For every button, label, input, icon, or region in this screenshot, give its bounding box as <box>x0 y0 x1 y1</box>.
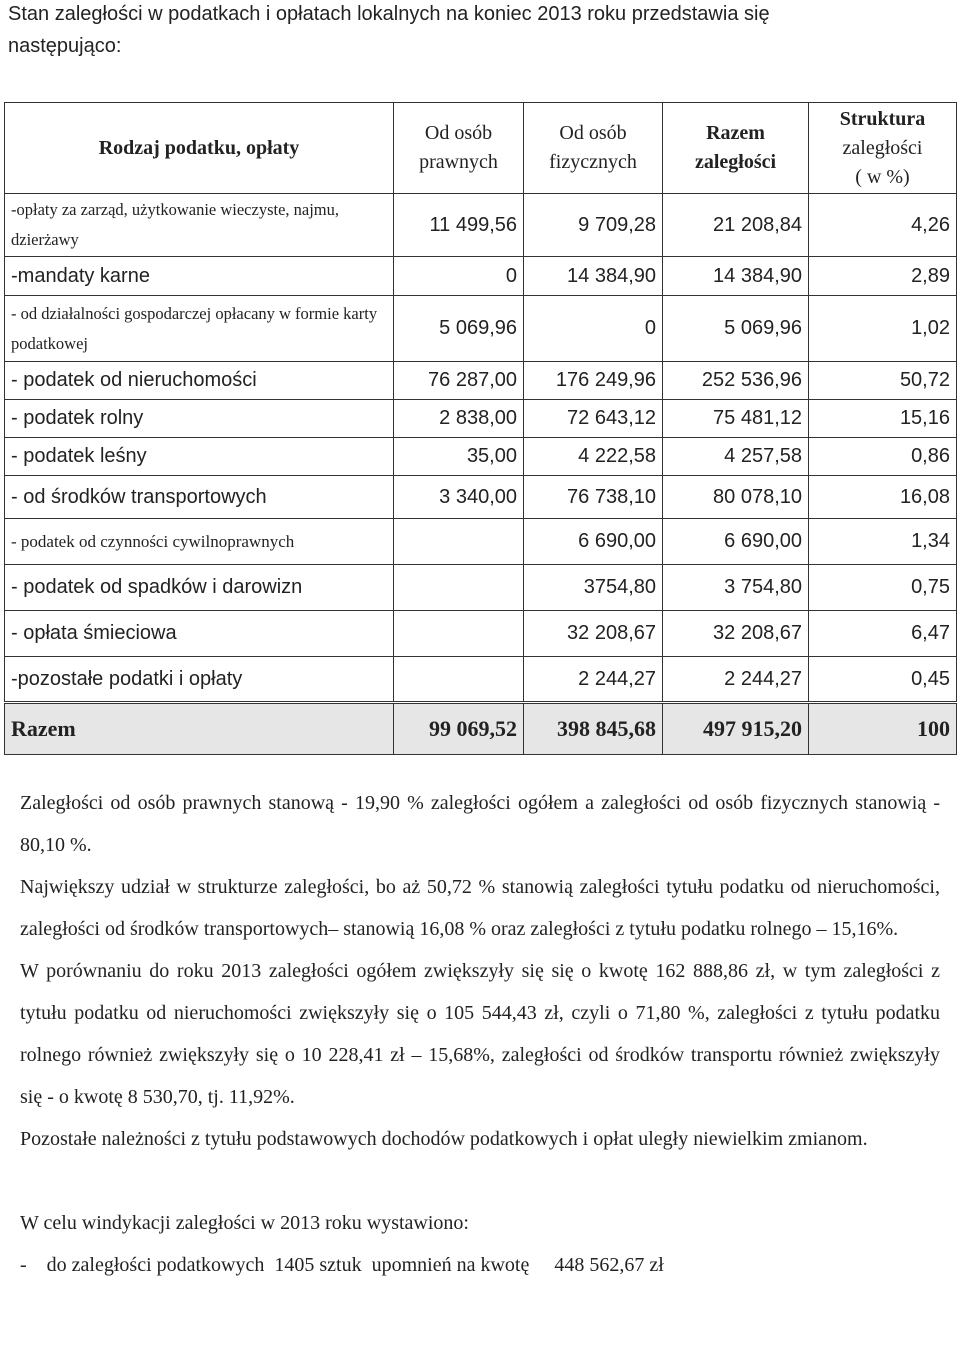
paragraph-other: Pozostałe należności z tytułu podstawowych dochodów podatkowych i opłat uległy niewielkim zmianom. <box>20 1128 868 1150</box>
cell-legal: 35,00 <box>394 438 524 476</box>
table-row <box>5 400 957 438</box>
cell-total: 75 481,12 <box>663 400 809 438</box>
table-row <box>5 611 957 657</box>
cell-natural: 14 384,90 <box>524 257 663 296</box>
cell-legal: 2 838,00 <box>394 400 524 438</box>
row-label: - podatek od nieruchomości <box>5 362 394 400</box>
cell-natural: 9 709,28 <box>524 194 663 257</box>
cell-natural: 4 222,58 <box>524 438 663 476</box>
table-row <box>5 565 957 611</box>
cell-pct: 0,45 <box>809 657 957 703</box>
total-legal: 99 069,52 <box>394 703 524 755</box>
cell-pct: 15,16 <box>809 400 957 438</box>
intro-line-2: następująco: <box>8 35 122 57</box>
row-label: - podatek od spadków i darowizn <box>5 565 394 611</box>
table-row <box>5 657 957 703</box>
cell-total: 3 754,80 <box>663 565 809 611</box>
cell-legal <box>394 519 524 565</box>
row-label: - podatek leśny <box>5 438 394 476</box>
cell-pct: 1,34 <box>809 519 957 565</box>
cell-pct: 0,86 <box>809 438 957 476</box>
commentary <box>20 782 940 1286</box>
table-row <box>5 194 957 257</box>
table-row <box>5 296 957 362</box>
cell-pct: 16,08 <box>809 476 957 519</box>
table-total-row <box>5 703 957 755</box>
cell-legal: 11 499,56 <box>394 194 524 257</box>
cell-total: 252 536,96 <box>663 362 809 400</box>
cell-total: 32 208,67 <box>663 611 809 657</box>
paragraph-structure: Największy udział w strukturze zaległości, bo aż 50,72 % stanowią zaległości tytułu podatku od nieruchomości, zaległości od środków transportowych– stanowią 16,08 % oraz zaległości z tytułu podatku rolnego – 15,16%. <box>20 876 940 940</box>
row-label: -pozostałe podatki i opłaty <box>5 657 394 703</box>
cell-natural: 176 249,96 <box>524 362 663 400</box>
cell-legal <box>394 565 524 611</box>
table-row <box>5 438 957 476</box>
cell-natural: 6 690,00 <box>524 519 663 565</box>
arrears-table <box>4 102 957 755</box>
cell-pct: 6,47 <box>809 611 957 657</box>
row-label: - podatek od czynności cywilnoprawnych <box>5 519 394 565</box>
paragraph-share: Zaległości od osób prawnych stanową - 19,90 % zaległości ogółem a zaległości od osób fizycznych stanowią - 80,10 %. <box>20 792 940 856</box>
cell-total: 80 078,10 <box>663 476 809 519</box>
table-row <box>5 519 957 565</box>
total-label: Razem <box>5 703 394 755</box>
header-structure <box>809 103 957 194</box>
cell-natural: 76 738,10 <box>524 476 663 519</box>
header-structure-unit: ( w %) <box>855 165 910 188</box>
cell-natural: 72 643,12 <box>524 400 663 438</box>
header-structure-title: Struktura <box>839 107 926 130</box>
cell-natural: 0 <box>524 296 663 362</box>
header-natural: Od osób fizycznych <box>524 103 663 194</box>
total-natural: 398 845,68 <box>524 703 663 755</box>
total-pct: 100 <box>809 703 957 755</box>
table-row <box>5 257 957 296</box>
cell-total: 6 690,00 <box>663 519 809 565</box>
cell-total: 4 257,58 <box>663 438 809 476</box>
row-label: - od działalności gospodarczej opłacany w formie karty podatkowej <box>5 296 394 362</box>
cell-total: 21 208,84 <box>663 194 809 257</box>
cell-pct: 50,72 <box>809 362 957 400</box>
cell-pct: 4,26 <box>809 194 957 257</box>
spacer <box>20 1160 940 1202</box>
cell-legal: 0 <box>394 257 524 296</box>
paragraph-collection: W celu windykacji zaległości w 2013 roku wystawiono: <box>20 1212 469 1234</box>
row-label: - opłata śmieciowa <box>5 611 394 657</box>
cell-pct: 1,02 <box>809 296 957 362</box>
paragraph-comparison: W porównaniu do roku 2013 zaległości ogółem zwiększyły się się o kwotę 162 888,86 zł, w tym zaległości z tytułu podatku od nieruchomości zwiększyły się o 105 544,43 zł, czyli o 71,80 %, zaległości z tytułu podatku rolnego również zwiększyły się o 10 228,41 zł – 15,68%, zaległości od środków transportu również zwiększyły się - o kwotę 8 530,70, tj. 11,92%. <box>20 960 940 1108</box>
total-total: 497 915,20 <box>663 703 809 755</box>
intro-line-1: Stan zaległości w podatkach i opłatach lokalnych na koniec 2013 roku przedstawia się <box>8 3 770 25</box>
header-type: Rodzaj podatku, opłaty <box>5 103 394 194</box>
cell-legal <box>394 657 524 703</box>
cell-total: 2 244,27 <box>663 657 809 703</box>
cell-total: 5 069,96 <box>663 296 809 362</box>
row-label: - od środków transportowych <box>5 476 394 519</box>
table-row <box>5 362 957 400</box>
cell-legal: 3 340,00 <box>394 476 524 519</box>
cell-natural: 2 244,27 <box>524 657 663 703</box>
row-label: -opłaty za zarząd, użytkowanie wieczyste, najmu, dzierżawy <box>5 194 394 257</box>
cell-legal: 76 287,00 <box>394 362 524 400</box>
cell-pct: 2,89 <box>809 257 957 296</box>
cell-legal: 5 069,96 <box>394 296 524 362</box>
header-structure-sub: zaległości <box>842 136 923 159</box>
cell-legal <box>394 611 524 657</box>
cell-natural: 3754,80 <box>524 565 663 611</box>
table-row <box>5 476 957 519</box>
paragraph-reminders: - do zaległości podatkowych 1405 sztuk upomnień na kwotę 448 562,67 zł <box>20 1254 664 1276</box>
intro-text <box>8 0 948 62</box>
cell-natural: 32 208,67 <box>524 611 663 657</box>
row-label: - podatek rolny <box>5 400 394 438</box>
cell-total: 14 384,90 <box>663 257 809 296</box>
cell-pct: 0,75 <box>809 565 957 611</box>
table-header-row <box>5 103 957 194</box>
row-label: -mandaty karne <box>5 257 394 296</box>
header-legal: Od osób prawnych <box>394 103 524 194</box>
header-total: Razem zaległości <box>663 103 809 194</box>
